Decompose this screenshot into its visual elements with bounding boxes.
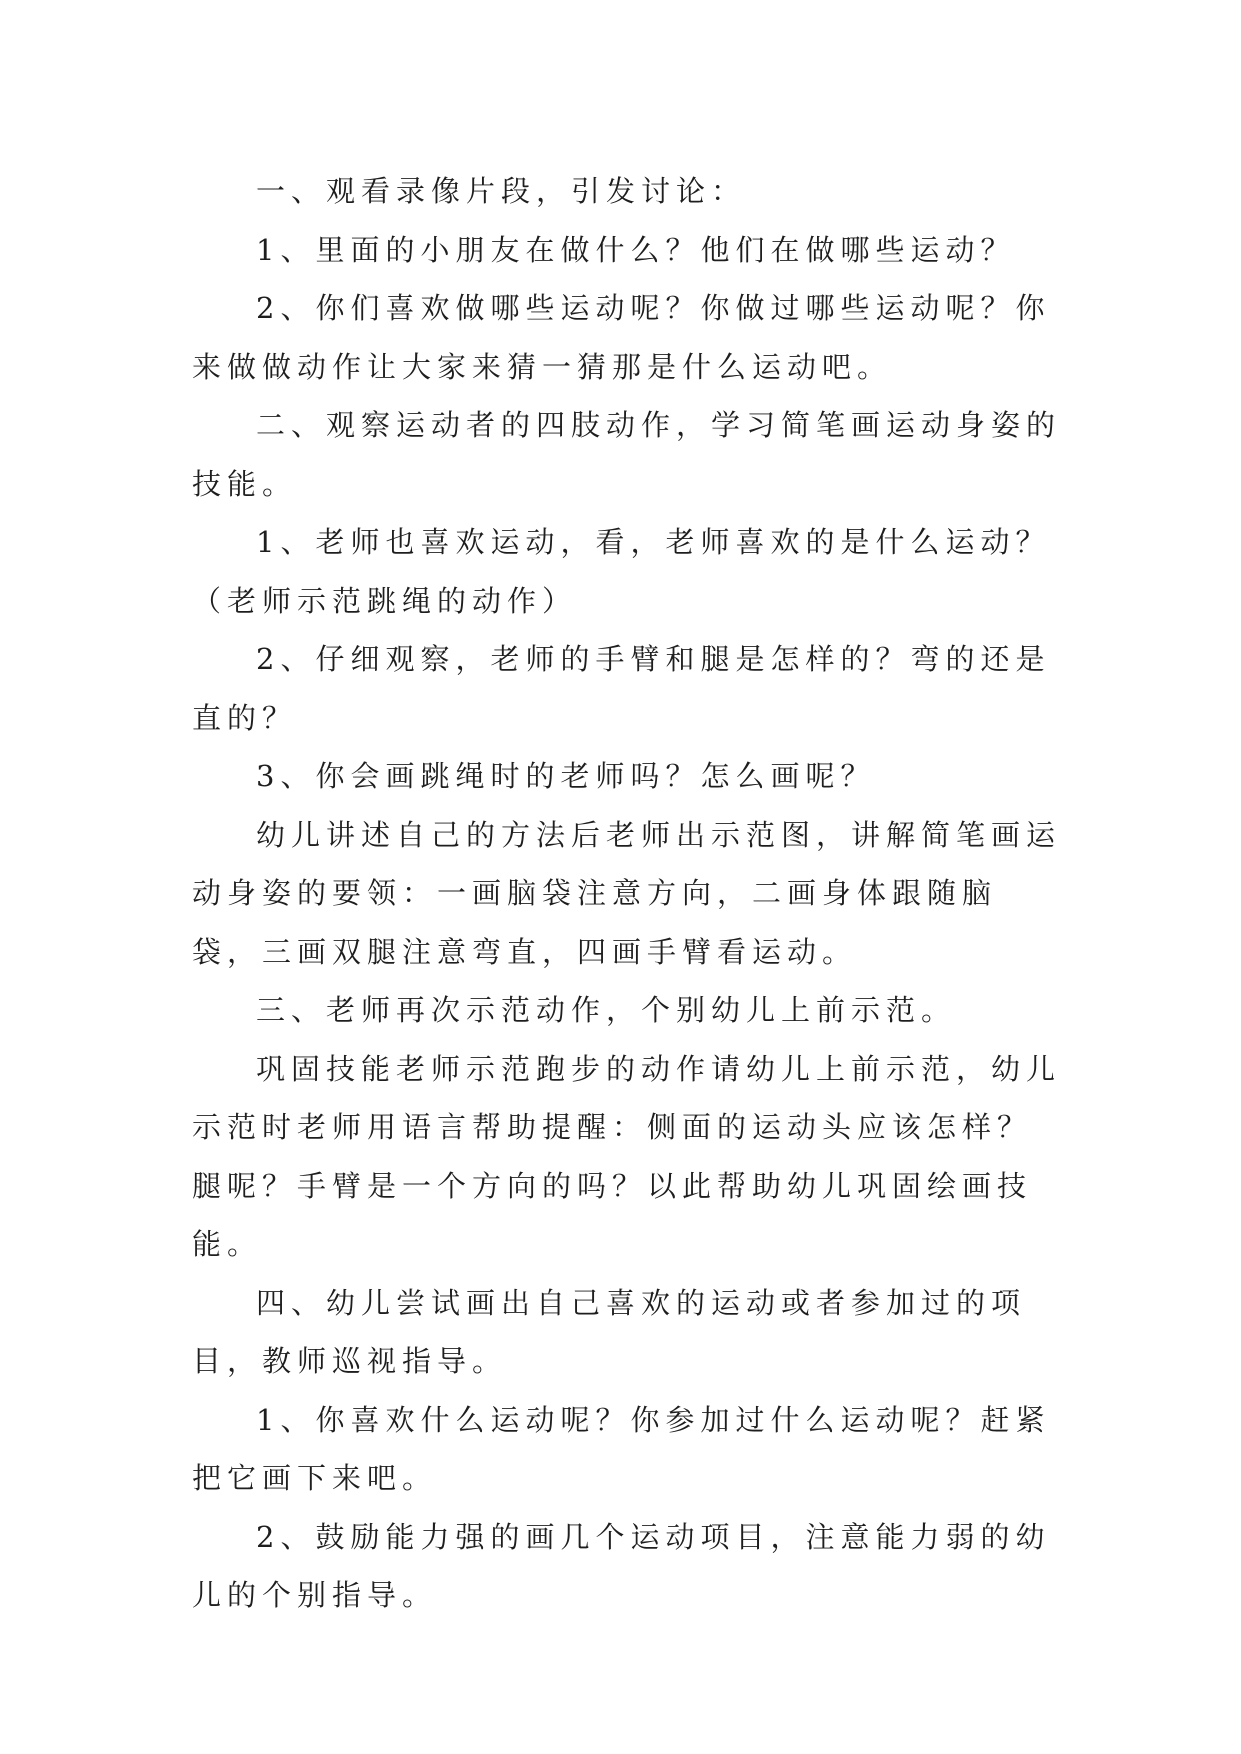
question-paragraph: 2、仔细观察，老师的手臂和腿是怎样的？弯的还是直的？: [192, 642, 1051, 735]
question-paragraph: 2、鼓励能力强的画几个运动项目，注意能力弱的幼儿的个别指导。: [192, 1519, 1051, 1612]
section-heading-3: 三、老师再次示范动作，个别幼儿上前示范。: [256, 993, 957, 1027]
question-paragraph: 3、你会画跳绳时的老师吗？怎么画呢？: [256, 759, 876, 793]
body-paragraph: 幼儿讲述自己的方法后老师出示范图，讲解简笔画运动身姿的要领：一画脑袋注意方向，二画身体跟随脑袋，三画双腿注意弯直，四画手臂看运动。: [192, 817, 1062, 969]
question-paragraph: 1、里面的小朋友在做什么？他们在做哪些运动？: [256, 232, 1016, 267]
document-body: [192, 162, 1062, 1625]
question-paragraph: 1、你喜欢什么运动呢？你参加过什么运动呢？赶紧把它画下来吧。: [192, 1402, 1051, 1495]
section-heading-2: 二、观察运动者的四肢动作，学习简笔画运动身姿的技能。: [192, 408, 1062, 501]
section-heading-4: 四、幼儿尝试画出自己喜欢的运动或者参加过的项目，教师巡视指导。: [192, 1285, 1027, 1378]
question-paragraph: 1、老师也喜欢运动，看，老师喜欢的是什么运动？（老师示范跳绳的动作）: [192, 525, 1051, 618]
question-paragraph: 2、你们喜欢做哪些运动呢？你做过哪些运动呢？你来做做动作让大家来猜一猜那是什么运动吧。: [192, 291, 1051, 384]
section-heading-1: 一、观看录像片段，引发讨论：: [256, 174, 747, 208]
body-paragraph: 巩固技能老师示范跑步的动作请幼儿上前示范，幼儿示范时老师用语言帮助提醒：侧面的运动头应该怎样？腿呢？手臂是一个方向的吗？以此帮助幼儿巩固绘画技能。: [192, 1051, 1062, 1261]
